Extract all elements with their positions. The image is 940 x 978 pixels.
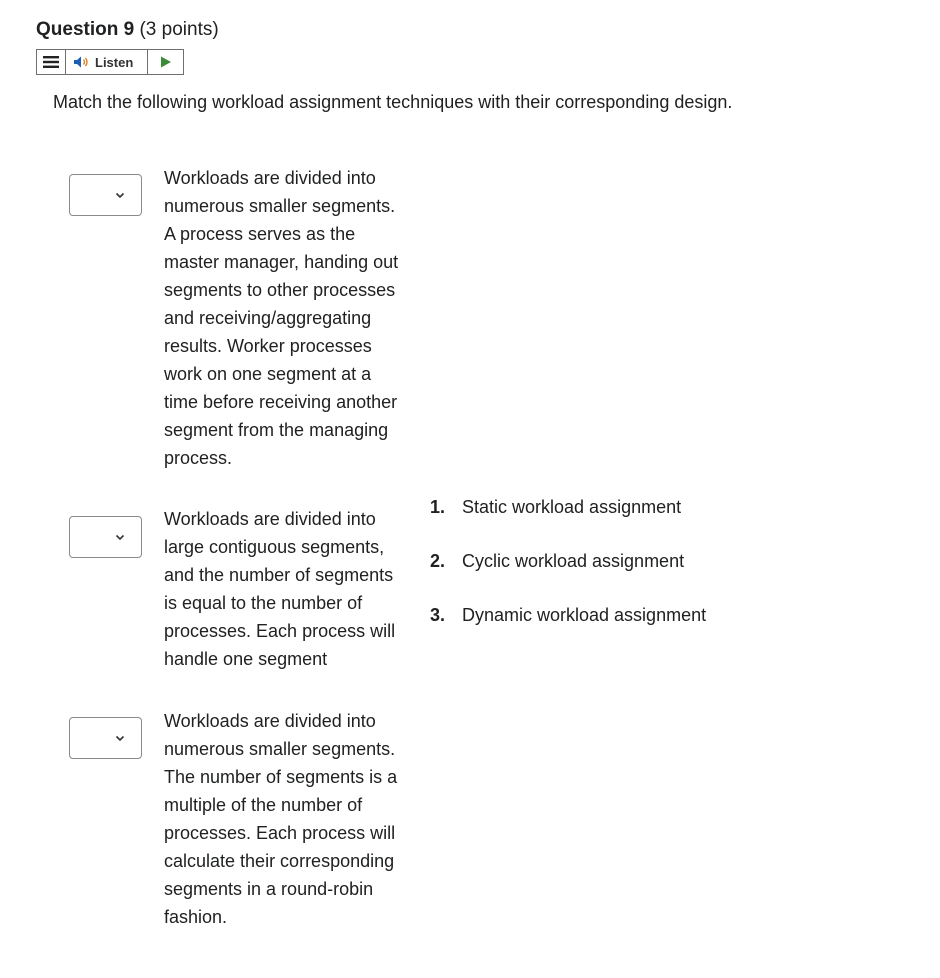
match-description-1: Workloads are divided into numerous smaller segments. A process serves as the master manager, handing out segments to other processes and receiving/aggregating results. Worker processes work on one segment at a time before receiving another segment from the managing process. bbox=[164, 168, 399, 468]
question-prompt: Match the following workload assignment techniques with their corresponding design. bbox=[53, 92, 733, 112]
choice-item-1 bbox=[430, 493, 681, 521]
match-select-2[interactable] bbox=[69, 516, 142, 558]
listen-button[interactable] bbox=[66, 50, 148, 74]
choice-number: 2. bbox=[430, 551, 446, 571]
match-description-2: Workloads are divided into large contiguous segments, and the number of segments is equal to the number of processes. Each process will handle one segment bbox=[164, 509, 396, 669]
choice-number: 3. bbox=[430, 605, 446, 625]
listen-label: Listen bbox=[95, 54, 134, 70]
chevron-down-icon bbox=[115, 534, 125, 541]
play-icon bbox=[160, 56, 172, 68]
chevron-down-icon bbox=[115, 192, 125, 199]
choice-label: Static workload assignment bbox=[462, 497, 682, 517]
question-header bbox=[36, 16, 219, 44]
match-select-1[interactable] bbox=[69, 174, 142, 216]
play-button[interactable] bbox=[148, 50, 183, 74]
question-title: Question 9 bbox=[36, 19, 135, 40]
speaker-icon bbox=[73, 55, 91, 69]
choice-label: Dynamic workload assignment bbox=[462, 605, 707, 625]
choice-item-3 bbox=[430, 601, 706, 629]
question-points: (3 points) bbox=[139, 19, 219, 40]
match-select-3[interactable] bbox=[69, 717, 142, 759]
match-description-3: Workloads are divided into numerous smaller segments. The number of segments is a multiple of the number of processes. Each process will calculate their corresponding segments in a round-robin fashion. bbox=[164, 711, 398, 927]
choice-number: 1. bbox=[430, 497, 446, 517]
chevron-down-icon bbox=[115, 735, 125, 742]
menu-icon bbox=[43, 56, 59, 68]
menu-button[interactable] bbox=[37, 50, 66, 74]
choice-label: Cyclic workload assignment bbox=[462, 551, 685, 571]
listen-toolbar bbox=[36, 49, 184, 75]
choice-item-2 bbox=[430, 547, 684, 575]
